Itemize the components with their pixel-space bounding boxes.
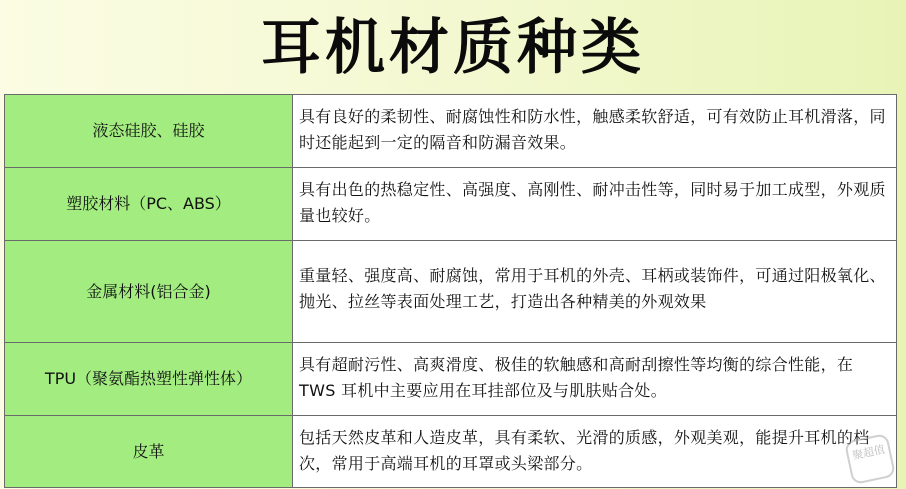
table-row: [5, 95, 897, 168]
watermark-logo: 聚超值: [844, 433, 896, 485]
materials-table: [4, 94, 897, 488]
material-name-cell: 金属材料(铝合金): [5, 241, 293, 343]
table-row: [5, 343, 897, 416]
material-name-cell: 塑胶材料（PC、ABS）: [5, 168, 293, 241]
material-description-cell: 重量轻、强度高、耐腐蚀，常用于耳机的外壳、耳柄或装饰件，可通过阳极氧化、抛光、拉丝等表面处理工艺，打造出各种精美的外观效果: [293, 241, 897, 343]
material-name-cell: 液态硅胶、硅胶: [5, 95, 293, 168]
material-description-cell: 包括天然皮革和人造皮革，具有柔软、光滑的质感，外观美观，能提升耳机的档次，常用于高端耳机的耳罩或头梁部分。: [293, 416, 897, 488]
material-name-cell: 皮革: [5, 416, 293, 488]
material-name-cell: TPU（聚氨酯热塑性弹性体）: [5, 343, 293, 416]
material-description-cell: 具有良好的柔韧性、耐腐蚀性和防水性，触感柔软舒适，可有效防止耳机滑落，同时还能起到一定的隔音和防漏音效果。: [293, 95, 897, 168]
table-row: [5, 241, 897, 343]
table-row: [5, 416, 897, 488]
page-title: 耳机材质种类: [261, 13, 645, 83]
material-description-cell: 具有超耐污性、高爽滑度、极佳的软触感和高耐刮擦性等均衡的综合性能，在 TWS 耳机中主要应用在耳挂部位及与肌肤贴合处。: [293, 343, 897, 416]
material-description-cell: 具有出色的热稳定性、高强度、高刚性、耐冲击性等，同时易于加工成型，外观质量也较好。: [293, 168, 897, 241]
table-row: [5, 168, 897, 241]
